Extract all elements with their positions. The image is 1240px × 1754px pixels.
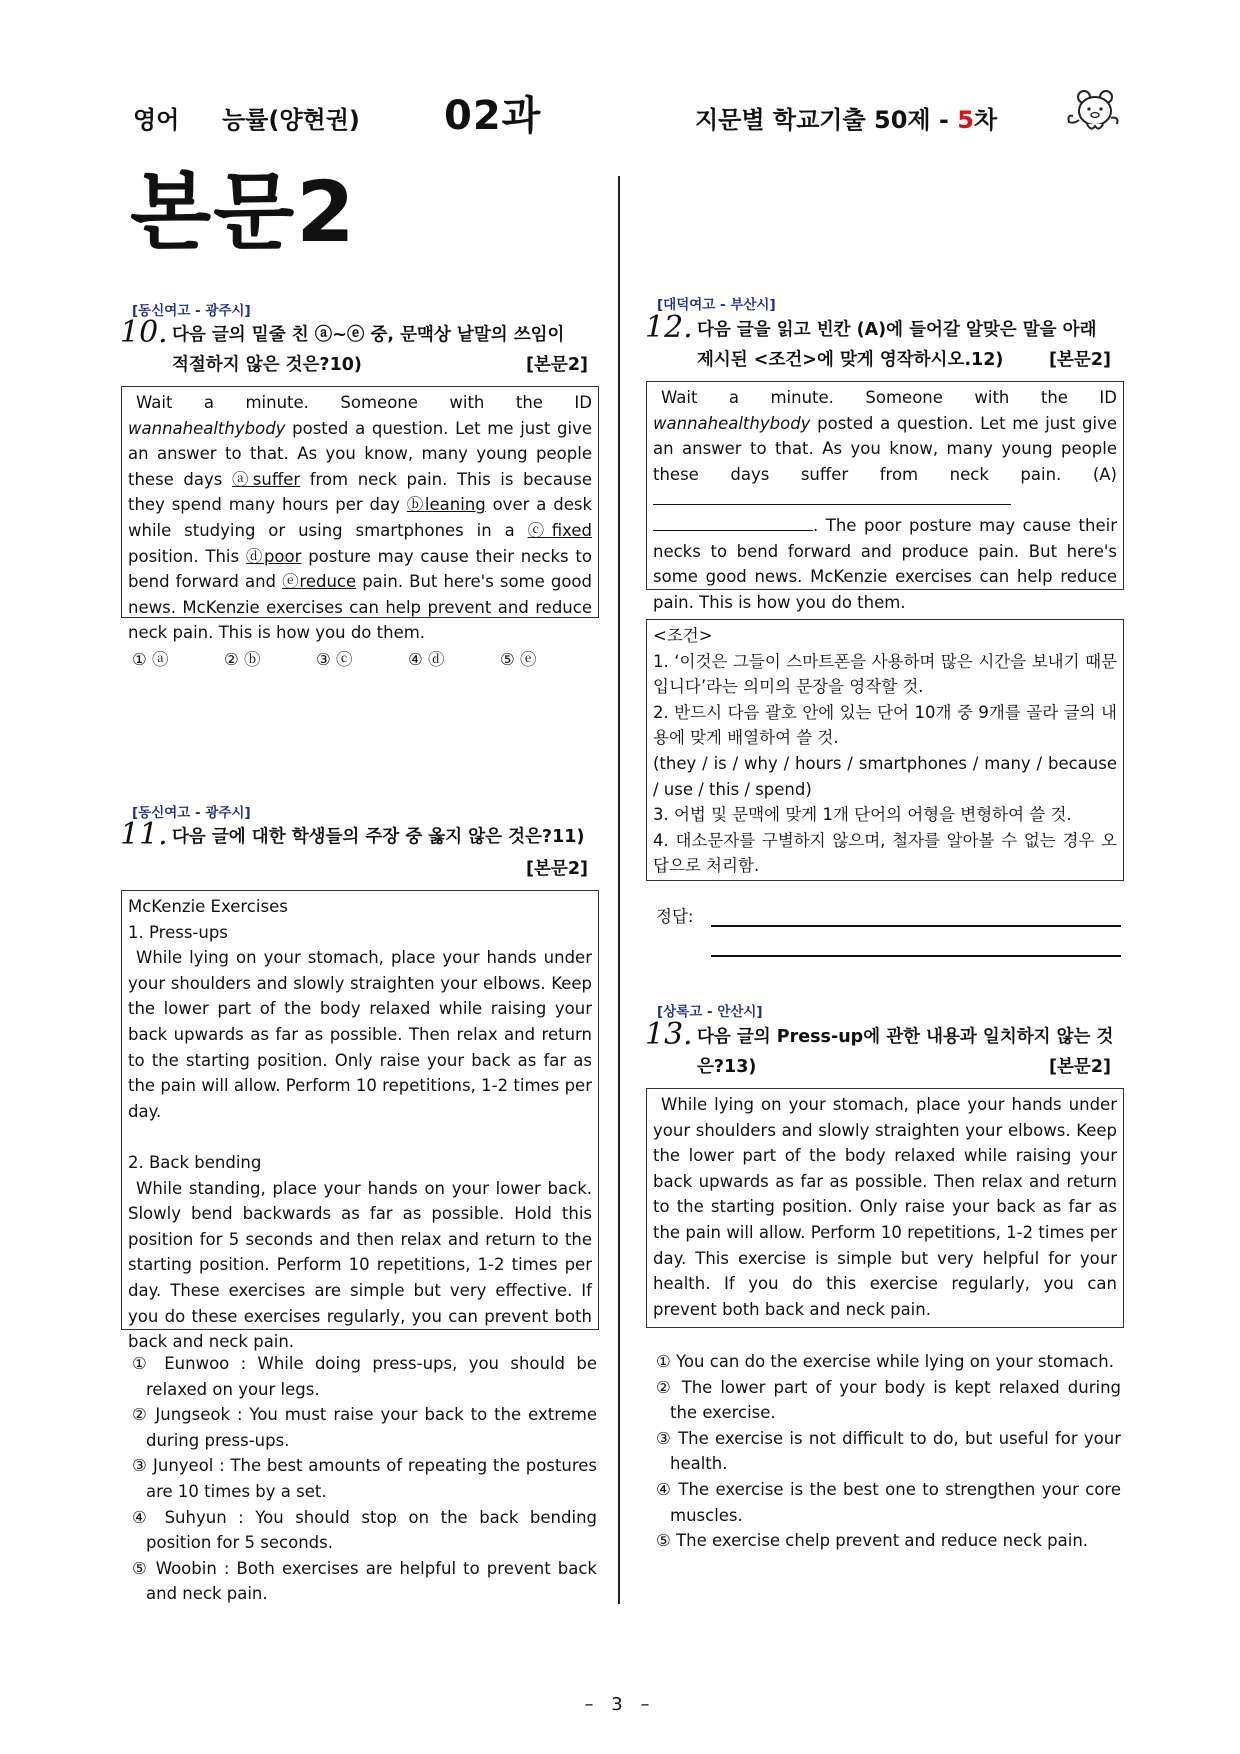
q12-tag: [본문2] [1049,350,1111,370]
q11-section1-text: While lying on your stomach, place your hands under your shoulders and slowly straighten your elbows. Keep the lower part of the body relaxed while raising your back upwards as far as possible. Then relax and return to the starting position. Only raise your back as far as the pain will allow. Perform 10 repetitions, 1-2 times per day. [128,948,592,1121]
q12-passage: Wait a minute. Someone with the ID wannahealthybody posted a question. Let me just give an answer to that. As you know, many young people these days suffer from neck pain. (A) . The poor posture may cause their necks to bend forward and produce pain. But here's some good news. McKenzie exercises can help reduce pain. This is how you do them. [653,388,1117,612]
q12-source: [대덕여고 - 부산시] [657,297,776,313]
q11-option-1[interactable]: ① Eunwoo : While doing press-ups, you should be relaxed on your legs. [132,1354,597,1399]
q10-choice-1[interactable]: ① ⓐ [132,650,169,669]
q10-choice-2[interactable]: ② ⓑ [224,650,261,669]
school-label: 능률(양현권) [222,106,360,134]
q11-options [132,1351,597,1607]
q12-conditions-box [646,619,1124,881]
q13-passage: While lying on your stomach, place your hands under your shoulders and slowly straighten your elbows. Keep the lower part of the body relaxed while raising your back upwards as far as possible. Then relax and return to the starting position. Only raise your back as far as the pain will allow. Perform 10 repetitions, 1-2 times per day. This exercise is simple but very helpful for your health. If you do this exercise regularly, you can prevent both back and neck pain. [653,1095,1117,1319]
q13-header [645,1017,1125,1084]
q11-section2-text: While standing, place your hands on your lower back. Slowly bend backwards as far as possible. Hold this position for 5 seconds and then relax and return to the starting position. Perform 10 repetitions, 1-2 times per day. These exercises are simple but very effective. If you do these exercises regularly, you can prevent both back and neck pain. [128,1178,592,1352]
q13-option-5[interactable]: ⑤ The exercise chelp prevent and reduce neck pain. [656,1531,1089,1551]
underline-d: ⓓpoor [245,546,302,566]
condition-2-words: (they / is / why / hours / smartphones / many / because / use / this / spend) [653,753,1117,799]
column-divider [618,176,620,1604]
q10-choice-4[interactable]: ④ ⓓ [408,650,445,669]
q12-question-line2: 제시된 <조건>에 맞게 영작하시오.12) [697,350,1004,370]
underline-e: ⓔreduce [282,572,357,592]
q11-section1-title: 1. Press-ups [128,922,228,942]
q10-question-line2: 적절하지 않은 것은?10) [172,355,362,375]
q10-choices [132,646,602,672]
conditions-title: <조건> [653,626,713,645]
condition-4: 4. 대소문자를 구별하지 않으며, 철자를 알아볼 수 없는 경우 오답으로 처리함. [653,830,1117,876]
blank-a-line1 [653,487,1011,505]
q13-option-4[interactable]: ④ The exercise is the best one to strengthen your core muscles. [656,1479,1121,1525]
page-header [0,84,1240,144]
q11-passage-box [121,890,599,1352]
q13-option-3[interactable]: ③ The exercise is not difficult to do, but useful for your health. [656,1428,1121,1474]
q13-tag: [본문2] [1049,1057,1111,1077]
q10-passage-box [121,386,599,643]
set-label [695,100,997,135]
page-title: 본문2 [130,163,357,261]
underline-a: ⓐsuffer [231,469,301,489]
q13-question-line1: 다음 글의 Press-up에 관한 내용과 일치하지 않는 것 [697,1027,1114,1047]
q10-header [120,315,600,382]
answer-line-1[interactable] [711,925,1121,927]
q10-source: [동신여고 - 광주시] [132,303,251,319]
q11-passage-title: McKenzie Exercises [128,897,288,916]
subject-label: 영어 [133,106,180,134]
q13-passage-box [646,1088,1124,1328]
set-round-number: 5 [957,106,974,134]
q11-option-3[interactable]: ③ Junyeol : The best amounts of repeating the postures are 10 times by a set. [132,1456,597,1501]
q13-source: [상록고 - 안산시] [657,1004,763,1020]
q11-section2-title: 2. Back bending [128,1152,262,1172]
q11-number: 11. [120,817,168,852]
answer-label: 정답: [656,907,694,926]
lesson-label: 02과 [444,93,542,139]
underline-b: ⓑleaning [406,495,486,515]
q11-source: [동신여고 - 광주시] [132,805,251,821]
q11-option-2[interactable]: ② Jungseok : You must raise your back to the extreme during press-ups. [132,1405,597,1450]
set-prefix: 지문별 학교기출 50제 - [695,106,958,134]
q13-option-1[interactable]: ① You can do the exercise while lying on your stomach. [656,1352,1114,1371]
q10-passage: Wait a minute. Someone with the ID wannahealthybody posted a question. Let me just give an answer to that. As you know, many young people these days ⓐsuffer from neck pain. This is because they spend many hours per day ⓑleaning over a desk while studying or using smartphones in a ⓒfixed position. This ⓓpoor posture may cause their necks to bend forward and ⓔreduce pain. But here's some good news. McKenzie exercises can help prevent and reduce neck pain. This is how you do them. [128,393,593,643]
q10-choice-3[interactable]: ③ ⓒ [316,650,353,669]
q12-header [645,310,1125,377]
condition-1: 1. ‘이것은 그들이 스마트폰을 사용하며 많은 시간을 보내기 때문입니다’라는 의미의 문장을 영작할 것. [653,651,1117,697]
q10-tag: [본문2] [526,355,588,375]
set-round-suffix: 차 [973,106,998,134]
underline-c: ⓒfixed [527,520,592,540]
answer-line-2[interactable] [711,955,1121,957]
condition-2: 2. 반드시 다음 괄호 안에 있는 단어 10개 중 9개를 골라 글의 내용에 맞게 배열하여 쓸 것. [653,702,1117,748]
blank-a-line2 [653,513,813,531]
page-number: – 3 – [584,1694,656,1715]
q13-number: 13. [645,1017,693,1052]
q12-passage-box [646,381,1124,612]
q13-question-line2: 은?13) [697,1057,757,1077]
q10-number: 10. [120,315,168,350]
q12-answer [656,903,1126,963]
q13-options [656,1349,1121,1554]
q12-question-line1: 다음 글을 읽고 빈칸 (A)에 들어갈 알맞은 말을 아래 [697,320,1097,340]
q11-option-5[interactable]: ⑤ Woobin : Both exercises are helpful to prevent back and neck pain. [132,1558,597,1604]
q11-question-line1: 다음 글에 대한 학생들의 주장 중 옳지 않은 것은?11) [172,827,585,847]
q13-option-2[interactable]: ② The lower part of your body is kept relaxed during the exercise. [656,1377,1121,1423]
q11-tag: [본문2] [526,859,588,879]
q12-number: 12. [645,310,693,345]
condition-3: 3. 어법 및 문맥에 맞게 1개 단어의 어형을 변형하여 쓸 것. [653,805,1072,825]
bear-mascot-icon [1065,86,1125,136]
q10-choice-5[interactable]: ⑤ ⓔ [500,650,537,669]
q11-option-4[interactable]: ④ Suhyun : You should stop on the back bending position for 5 seconds. [132,1507,597,1553]
q11-header [120,817,600,884]
q10-question-line1: 다음 글의 밑줄 친 ⓐ~ⓔ 중, 문맥상 낱말의 쓰임이 [172,325,565,345]
